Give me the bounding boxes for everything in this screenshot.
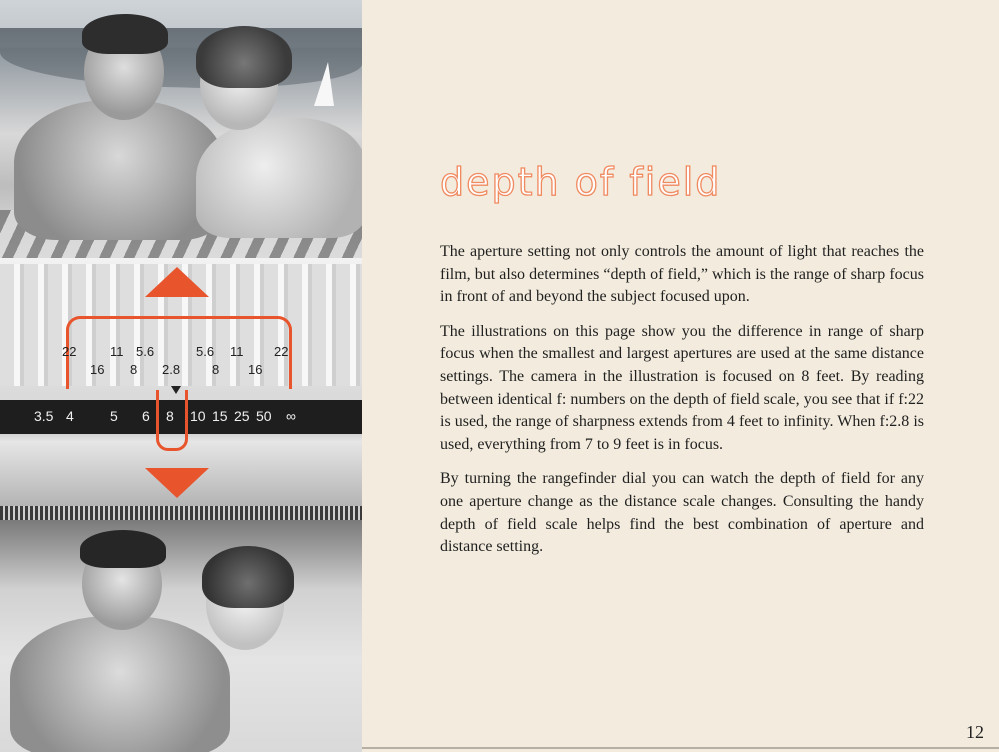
aperture-label: 11 xyxy=(230,344,244,359)
distance-label: ∞ xyxy=(286,408,296,424)
man-figure xyxy=(10,616,230,752)
woman-hair xyxy=(202,546,294,608)
distance-label: 5 xyxy=(110,408,118,424)
aperture-label: 11 xyxy=(110,344,124,359)
distance-label: 15 xyxy=(212,408,228,424)
sailboat xyxy=(314,62,334,106)
distance-label: 4 xyxy=(66,408,74,424)
distance-label: 50 xyxy=(256,408,272,424)
body-text xyxy=(440,241,924,571)
paragraph: By turning the rangefinder dial you can watch the depth of field for any one aperture change as the distance scale changes. Consulting the handy depth of field scale helps find the best combination of aperture and distance setting. xyxy=(440,470,924,556)
background-hill xyxy=(0,28,362,88)
paragraph: The aperture setting not only controls the amount of light that reaches the film, but also determines “depth of field,” which is the range of sharp focus in front of and beyond the subject focused upon. xyxy=(440,243,924,306)
aperture-label: 5.6 xyxy=(136,344,155,359)
lens-knurling xyxy=(0,506,362,520)
man-hair xyxy=(82,14,168,54)
arrow-up-icon xyxy=(145,267,209,297)
aperture-label: 8 xyxy=(212,362,220,377)
focus-indicator xyxy=(156,390,188,451)
page-edge-line xyxy=(362,747,999,749)
distance-label: 6 xyxy=(142,408,150,424)
man-hair xyxy=(80,530,166,568)
distance-label: 3.5 xyxy=(34,408,54,424)
page-number: 12 xyxy=(966,722,984,742)
woman-hair xyxy=(196,26,292,88)
page-title: depth of field xyxy=(440,160,722,204)
aperture-label: 8 xyxy=(130,362,138,377)
aperture-label: 16 xyxy=(90,362,105,377)
aperture-scale-row-1 xyxy=(0,344,362,364)
arrow-down-icon xyxy=(145,468,209,498)
man-figure xyxy=(14,100,224,240)
aperture-label: 5.6 xyxy=(196,344,215,359)
aperture-scale-row-2 xyxy=(0,362,362,382)
distance-label: 25 xyxy=(234,408,250,424)
illustration-column xyxy=(0,0,362,752)
distance-label: 10 xyxy=(190,408,206,424)
paragraph: The illustrations on this page show you the difference in range of sharp focus when the smallest and largest apertures are used at the same distance settings. The camera in the illustration is focused on 8 feet. By reading between identical f: numbers on the depth of field scale, you see that if f:22 is used, the range of sharpness extends from 4 feet to infinity. When f:2.8 is used, everything from 7 to 9 feet is in focus. xyxy=(440,322,924,453)
aperture-label: 2.8 xyxy=(162,362,181,377)
aperture-label: 22 xyxy=(62,344,77,359)
aperture-label: 16 xyxy=(248,362,263,377)
lens-depth-of-field-scale xyxy=(0,258,362,520)
photo-large-aperture xyxy=(0,520,362,752)
photo-small-aperture xyxy=(0,0,362,258)
woman-figure xyxy=(196,118,362,238)
aperture-label: 22 xyxy=(274,344,289,359)
distance-label: 8 xyxy=(166,408,174,424)
